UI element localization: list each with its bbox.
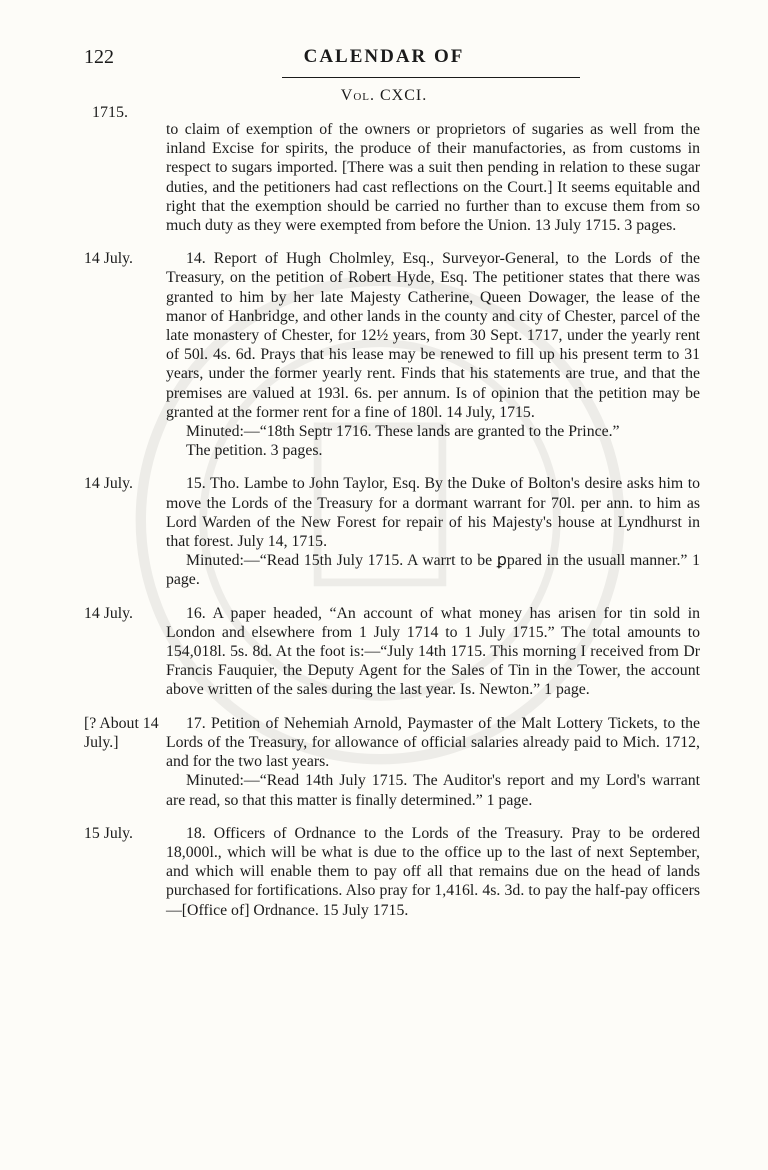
document-body — [84, 120, 700, 934]
entry-paragraph: 16. A paper headed, “An account of what money has arisen for tin sold in London and elsewhere from 1 July 1714 to 1 July 1715.” The total amounts to 154,018l. 5s. 8d. At the foot is:—“July 14th 1715. This morning I received from Dr Francis Fauquier, the Deputy Agent for the Sales of Tin in the Tower, the account above written of the sales during the last year. Is. Newton.” 1 page. — [166, 604, 700, 699]
entry-minute: Minuted:—“Read 15th July 1715. A warrt to be ꝑpared in the usuall manner.” 1 page. — [166, 552, 700, 589]
entry-date: 14 July. — [84, 604, 134, 622]
entry-minute: Minuted:—“Read 14th July 1715. The Auditor's report and my Lord's warrant are read, so that this matter is finally determined.” 1 page. — [166, 772, 700, 809]
entry-paragraph: 18. Officers of Ordnance to the Lords of the Treasury. Pray to be ordered 18,000l., which will be what is due to the office up to the last of next September, and which will enable them to pay off all that remains due on the head of lands purchased for fortifications. Also pray for 1,416l. 4s. 3d. to pay the half-pay officers—[Office of] Ordnance. 15 July 1715. — [166, 824, 700, 919]
page-number: 122 — [84, 46, 114, 68]
entry-17 — [84, 714, 700, 810]
entry-date: 14 July. — [84, 475, 134, 493]
year-marker: 1715. — [92, 104, 128, 121]
running-title: CALENDAR OF — [303, 46, 465, 67]
entry-paragraph: 15. Tho. Lambe to John Taylor, Esq. By the Duke of Bolton's desire asks him to move the Lords of the Treasury for a dormant warrant for 70l. per ann. to him as Lord Warden of the New Forest for repair of his Majesty's house at Lyndhurst in that forest. July 14, 1715. — [166, 475, 700, 551]
entry-15 — [84, 474, 700, 589]
volume-heading: Vol. CXCI. — [340, 87, 428, 104]
entry-paragraph: 17. Petition of Nehemiah Arnold, Paymaster of the Malt Lottery Tickets, to the Lords of the Treasury, for allowance of official salaries already paid to Mich. 1712, and for the two last years. — [166, 714, 700, 771]
entry-paragraph: to claim of exemption of the owners or proprietors of sugaries as well from the inland Excise for spirits, the produce of their manufactories, as from customs in respect to sugars imported. [There was a suit then pending in relation to these sugar duties, and the petitioners had cast reflections on the Court.] It seems equitable and right that the exemption should be carried no further than to excuse them from so much duty as they were exempted from before the Union. 13 July 1715. 3 pages. — [166, 121, 700, 235]
header-rule — [282, 77, 580, 78]
entry-date: 15 July. — [84, 824, 134, 842]
entry-18 — [84, 824, 700, 920]
entry-14 — [84, 249, 700, 460]
entry-attachment: The petition. 3 pages. — [186, 442, 323, 460]
entry-date: [? About 14 July.] — [84, 714, 159, 751]
entry-date: 14 July. — [84, 250, 134, 268]
entry-paragraph: 14. Report of Hugh Cholmley, Esq., Surveyor-General, to the Lords of the Treasury, on the petition of Robert Hyde, Esq. The petitioner states that there was granted to him by her late Majesty Catherine, Queen Dowager, the lease of the manor of Hanbridge, and other lands in the county and city of Chester, parcel of the late monastery of Chester, for 12½ years, from 30 Sept. 1717, under the yearly rent of 50l. 4s. 6d. Prays that his lease may be renewed to fill up his present term to 31 years, under the former yearly rent. Finds that his statements are true, and that the premises are valued at 193l. 6s. per annum. Is of opinion that the petition may be granted at the former rent for a fine of 180l. 14 July, 1715. — [166, 250, 700, 421]
entry-16 — [84, 604, 700, 700]
entry-continuation — [166, 120, 700, 235]
entry-minute: Minuted:—“18th Septr 1716. These lands are granted to the Prince.” — [186, 423, 620, 441]
